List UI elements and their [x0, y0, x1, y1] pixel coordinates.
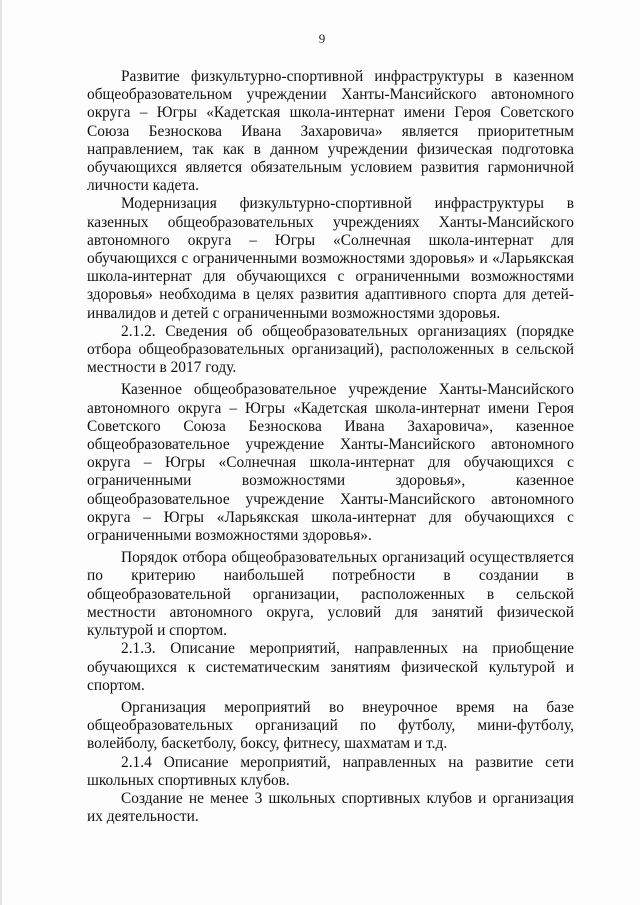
paragraph-modernization: Модернизация физкультурно-спортивной инфраструктуры в казенных общеобразовательных учреждениях Ханты-Мансийского автономного округа – Югры «Солнечная школа-интернат для обучающихся с ограниченными возможностями здоровья» и «Ларьякская школа-интернат для обучающихся с ограниченными возможностями здоровья» необходима в целях развития адаптивного спорта для детей-инвалидов и детей с ограниченными возможностями здоровья. [87, 195, 574, 322]
paragraph-infrastructure-cadet-school: Развитие физкультурно-спортивной инфраструктуры в казенном общеобразовательном учреждении Ханты-Мансийского автономного округа – Югры «Кадетская школа-интернат имени Героя Советского Союза Безноскова Ивана Захаровича» является приоритетным направлением, так как в данном учреждении физическая подготовка обучающихся является обязательным условием развития гармоничной личности кадета. [87, 68, 574, 195]
paragraph-selection-procedure: Порядок отбора общеобразовательных организаций осуществляется по критерию наибольшей потребности в создании в общеобразовательной организации, расположенных в сельской местности автономного округа, условий для занятий физической культурой и спортом. [87, 549, 574, 640]
paragraph-section-2-1-4: 2.1.4 Описание мероприятий, направленных на развитие сети школьных спортивных клубов. [87, 753, 574, 789]
paragraph-rural-institutions: Казенное общеобразовательное учреждение Ханты-Мансийского автономного округа – Югры «Кадетская школа-интернат имени Героя Советского Союза Безноскова Ивана Захаровича», казенное общеобразовательное учреждение Ханты-Мансийского автономного округа – Югры «Солнечная школа-интернат для обучающихся с ограниченными возможностями здоровья», казенное общеобразовательное учреждение Ханты-Мансийского автономного округа – Югры «Ларьякская школа-интернат для обучающихся с ограниченными возможностями здоровья». [87, 381, 574, 545]
page-number: 9 [318, 31, 326, 46]
paragraph-section-2-1-3: 2.1.3. Описание мероприятий, направленных на приобщение обучающихся к систематическим занятиям физической культурой и спортом. [87, 640, 574, 694]
paragraph-sports-clubs: Создание не менее 3 школьных спортивных клубов и организация их деятельности. [87, 789, 574, 826]
paragraph-section-2-1-2: 2.1.2. Сведения об общеобразовательных организациях (порядке отбора общеобразовательных организаций), расположенных в сельской местности в 2017 году. [87, 322, 574, 377]
paragraph-extracurricular-events: Организация мероприятий во внеурочное время на базе общеобразовательных организаций по футболу, мини-футболу, волейболу, баскетболу, боксу, фитнесу, шахматам и т.д. [87, 698, 574, 753]
document-body [87, 68, 574, 826]
